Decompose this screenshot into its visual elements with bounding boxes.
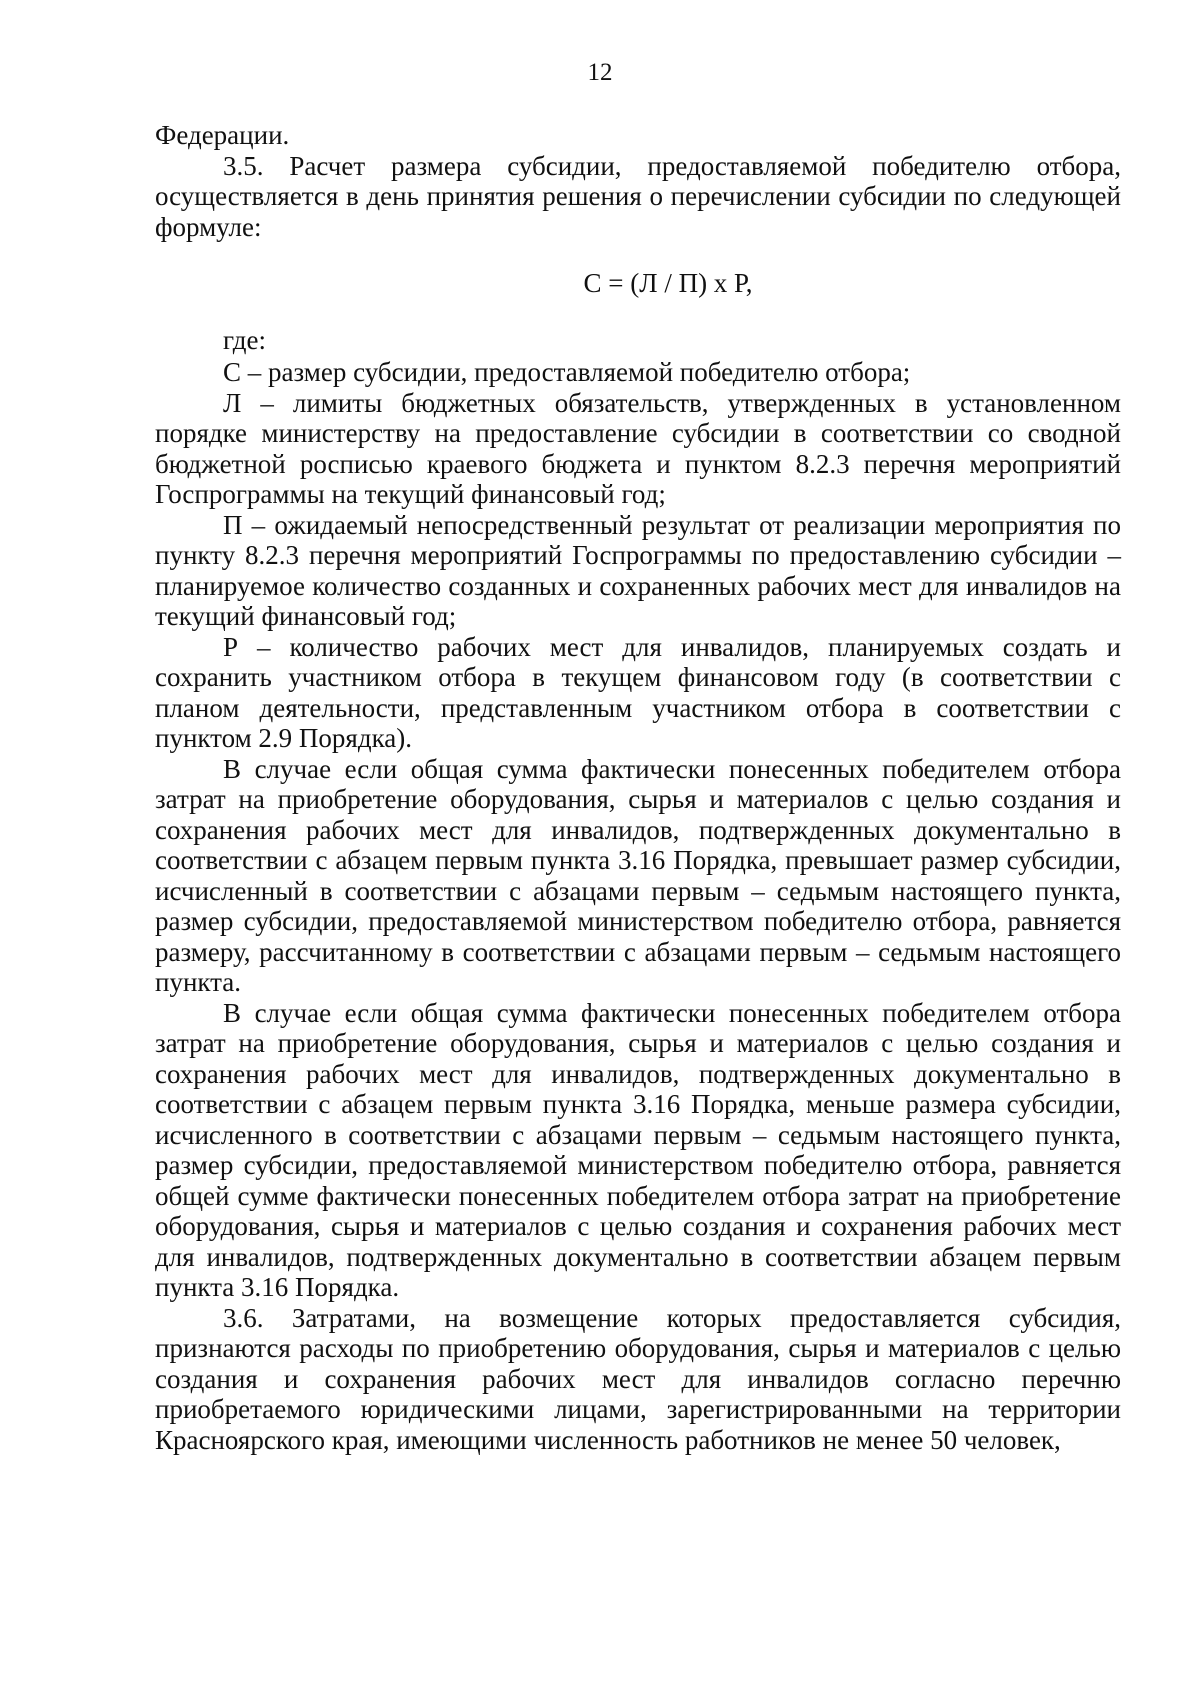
paragraph-case-exceeds: В случае если общая сумма фактически понесенных победителем отбора затрат на приобретение оборудования, сырья и материалов с целью создания и сохранения рабочих мест для инвалидов, подтвержденных документально в соответствии с абзацем первым пункта 3.16 Порядка, превышает размер субсидии, исчисленный в соответствии с абзацами первым – седьмым настоящего пункта, размер субсидии, предоставляемой министерством победителю отбора, равняется размеру, рассчитанному в соответствии с абзацами первым – седьмым настоящего пункта. [155,753,1121,997]
formula: С = (Л / П) х Р, [583,268,753,298]
paragraph-3-6: 3.6. Затратами, на возмещение которых предоставляется субсидия, признаются расходы по приобретению оборудования, сырья и материалов с целью создания и сохранения рабочих мест для инвалидов согласно перечню приобретаемого юридическими лицами, зарегистрированными на территории Красноярского края, имеющими численность работников не менее 50 человек, [155,1302,1121,1455]
page-number: 12 [587,59,613,86]
paragraph-case-less: В случае если общая сумма фактически понесенных победителем отбора затрат на приобретение оборудования, сырья и материалов с целью создания и сохранения рабочих мест для инвалидов, подтвержденных документально в соответствии с абзацем первым пункта 3.16 Порядка, меньше размера субсидии, исчисленного в соответствии с абзацами первым – седьмым настоящего пункта, размер субсидии, предоставляемой министерством победителю отбора, равняется общей сумме фактически понесенных победителем отбора затрат на приобретение оборудования, сырья и материалов с целью создания и сохранения рабочих мест для инвалидов, подтвержденных документально в соответствии абзацем первым пункта 3.16 Порядка. [155,997,1121,1302]
where-label: где: [223,324,266,355]
definition-p: П – ожидаемый непосредственный результат от реализации мероприятия по пункту 8.2.3 перечня мероприятий Госпрограммы по предоставлению субсидии – планируемое количество созданных и сохраненных рабочих мест для инвалидов на текущий финансовый год; [155,509,1121,631]
definition-r: Р – количество рабочих мест для инвалидов, планируемых создать и сохранить участником отбора в текущем финансовом году (в соответствии с планом деятельности, представленным участником отбора в соответствии с пунктом 2.9 Порядка). [155,631,1121,753]
definition-c: С – размер субсидии, предоставляемой победителю отбора; [223,357,911,387]
document-body [155,120,1121,1455]
paragraph-3-5: 3.5. Расчет размера субсидии, предоставляемой победителю отбора, осуществляется в день принятия решения о перечислении субсидии по следующей формуле: [155,150,1121,242]
definition-l: Л – лимиты бюджетных обязательств, утвержденных в установленном порядке министерству на предоставление субсидии в соответствии со сводной бюджетной росписью краевого бюджета и пунктом 8.2.3 перечня мероприятий Госпрограммы на текущий финансовый год; [155,387,1121,509]
paragraph-continuation: Федерации. [155,120,290,150]
